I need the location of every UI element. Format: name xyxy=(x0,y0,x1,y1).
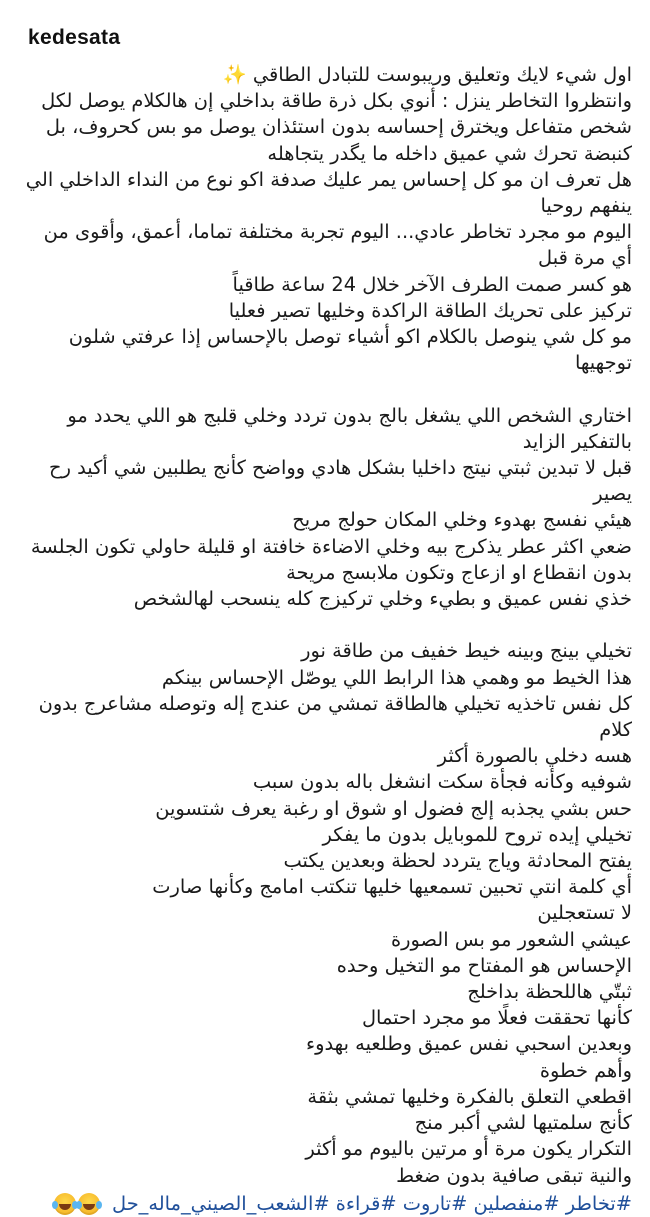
caption-line: حس بشي يجذبه إلج فضول او شوق او رغبة يعرف شتسوين xyxy=(155,796,632,820)
caption-line: اليوم مو مجرد تخاطر عادي... اليوم تجربة مختلفة تماما، أعمق، وأقوى من أي مرة قبل xyxy=(43,220,632,270)
hashtags[interactable]: #تخاطر #منفصلين #تاروت #قراءة #الشعب_الصيني_ماله_حل xyxy=(112,1191,632,1215)
caption-line: مو كل شي ينوصل بالكلام اكو أشياء توصل بالإحساس إذا عرفتي شلون توجهيها xyxy=(68,325,632,375)
caption-line: كأنج سلمتيها لشي أكبر منج xyxy=(414,1111,632,1135)
caption-line: هسه دخلي بالصورة أكثر xyxy=(437,744,632,768)
caption-line: اول شيء لايك وتعليق وريبوست للتبادل الطاقي ✨ xyxy=(18,62,632,88)
caption-line: ثبتّي هاللحظة بداخلج xyxy=(467,980,632,1004)
caption-line: هيئي نفسج بهدوء وخلي المكان حولج مريح xyxy=(292,508,632,532)
caption-line: اختاري الشخص اللي يشغل بالج بدون تردد وخلي قلبج هو اللي يحدد مو بالتفكير الزايد xyxy=(67,403,632,453)
caption-line: ضعي اكثر عطر يذكرج بيه وخلي الاضاءة خافتة او قليلة حاولي تكون الجلسة بدون انقطاع او ازعاج وتكون ملابسج مريحة xyxy=(30,534,632,584)
blank-line xyxy=(18,376,632,402)
emoji-group xyxy=(54,1193,100,1215)
caption-line: يفتح المحادثة وياج يتردد لحظة وبعدين يكتب xyxy=(283,849,632,873)
post-username[interactable]: kedesata xyxy=(28,26,121,49)
tears-of-joy-icon xyxy=(54,1193,76,1215)
caption-line: خذي نفس عميق و بطيء وخلي تركيزج كله ينسحب لهالشخص xyxy=(133,587,632,611)
caption-line: لا تستعجلين xyxy=(537,901,632,925)
blank-line xyxy=(18,612,632,638)
caption-line: شوفيه وكأنه فجأة سكت انشغل باله بدون سبب xyxy=(252,770,632,794)
caption-line: والنية تبقى صافية بدون ضغط xyxy=(396,1163,632,1187)
caption-line: التكرار يكون مرة أو مرتين باليوم مو أكثر xyxy=(305,1137,632,1161)
caption-line: كل نفس تاخذيه تخيلي هالطاقة تمشي من عندج إله وتوصله مشاعرج بدون كلام xyxy=(38,691,632,742)
caption-line: تخيلي إيده تروح للموبايل بدون ما يفكر xyxy=(322,822,632,846)
caption-line: اقطعي التعلق بالفكرة وخليها تمشي بثقة xyxy=(307,1084,632,1108)
caption-line: أي كلمة انتي تحبين تسمعيها خليها تنكتب امامج وكأنها صارت xyxy=(152,875,632,899)
caption-line: قبل لا تبدين ثبتي نيتج داخليا بشكل هادي وواضح كأنج يطلبين شي أكيد رح يصير xyxy=(49,456,632,506)
caption-line: تخيلي بينج وبينه خيط خفيف من طاقة نور xyxy=(301,639,632,663)
caption-line: وبعدين اسحبي نفس عميق وطلعيه بهدوء xyxy=(306,1032,632,1056)
tears-of-joy-icon xyxy=(78,1193,100,1215)
post-caption xyxy=(18,62,632,1189)
hashtag-line xyxy=(18,1191,632,1217)
caption-line: هذا الخيط مو وهمي هذا الرابط اللي يوصّل الإحساس بينكم xyxy=(161,665,632,689)
caption-line: كأنها تحققت فعلًا مو مجرد احتمال xyxy=(361,1006,632,1030)
sparkles-icon: ✨ xyxy=(222,63,247,86)
caption-line: الإحساس هو المفتاح مو التخيل وحده xyxy=(336,953,632,977)
caption-line: وانتظروا التخاطر ينزل : أنوي بكل ذرة طاقة بداخلي إن هالكلام يوصل لكل شخص متفاعل ويخترق إحساسه بدون استئذان يوصل مو بس كحروف، بل كنبضة تحرك شي عميق داخله ما يگدر يتجاهله xyxy=(41,89,632,165)
caption-line: هو كسر صمت الطرف الآخر خلال 24 ساعة طاقياً xyxy=(232,272,632,296)
caption-line: هل تعرف ان مو كل إحساس يمر عليك صدفة اكو نوع من النداء الداخلي الي ينفهم روحيا xyxy=(25,167,632,218)
caption-line: وأهم خطوة xyxy=(539,1058,632,1082)
caption-line: تركيز على تحريك الطاقة الراكدة وخليها تصير فعليا xyxy=(228,298,632,322)
caption-line: عيشي الشعور مو بس الصورة xyxy=(390,927,632,951)
